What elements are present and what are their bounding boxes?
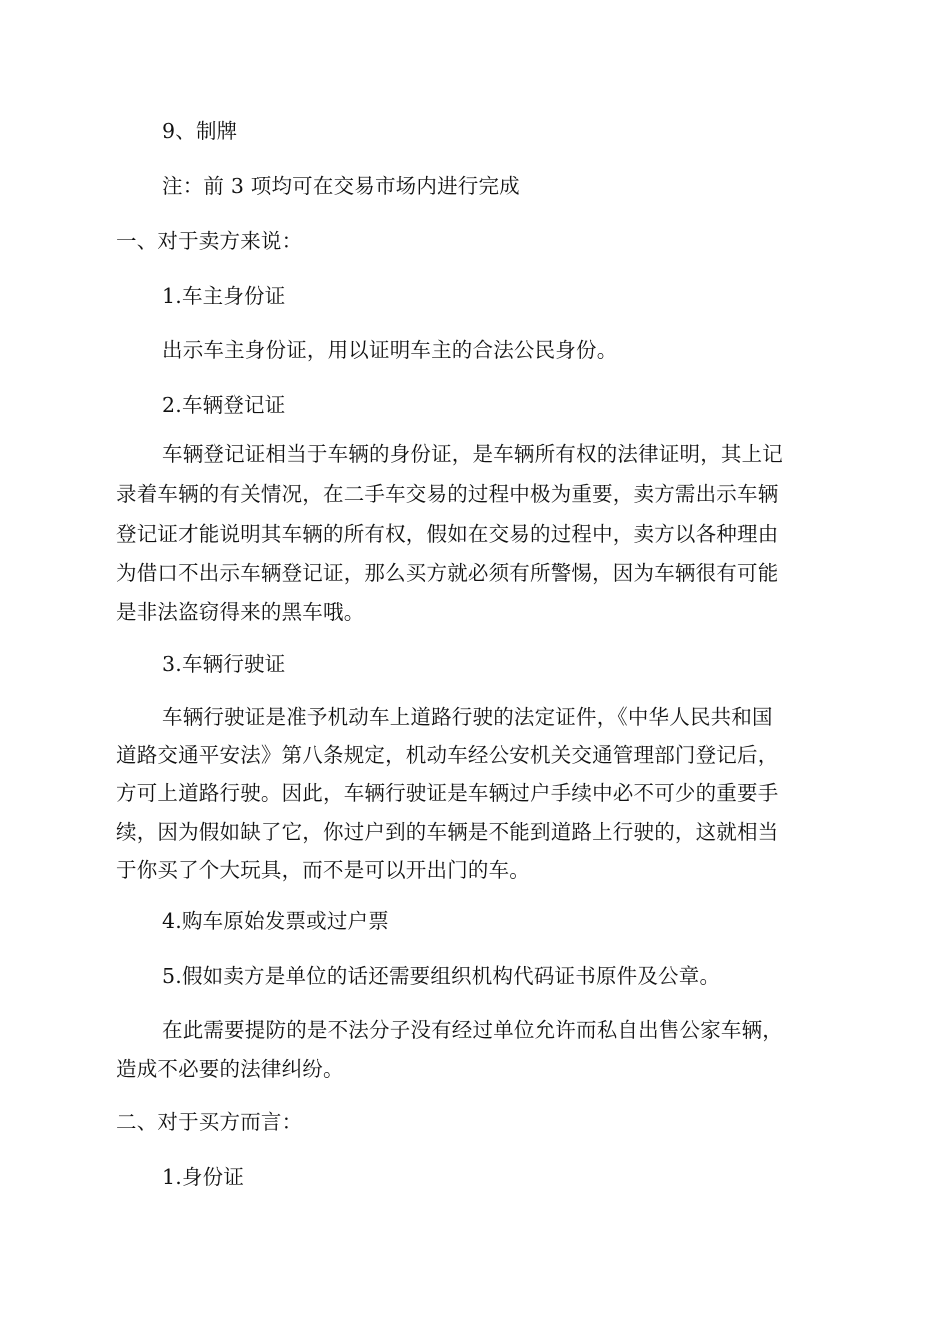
seller-item-4: 4.购车原始发票或过户票 bbox=[162, 909, 389, 933]
paragraph-line: 于你买了个大玩具，而不是可以开出门的车。 bbox=[116, 858, 530, 882]
paragraph-line: 道路交通平安法》第八条规定，机动车经公安机关交通管理部门登记后， bbox=[116, 743, 779, 767]
paragraph-line: 续，因为假如缺了它，你过户到的车辆是不能到道路上行驶的，这就相当 bbox=[116, 820, 779, 844]
list-item-9: 9、制牌 bbox=[162, 119, 238, 143]
paragraph-line: 在此需要提防的是不法分子没有经过单位允许而私自出售公家车辆， bbox=[162, 1018, 783, 1042]
section-heading-buyer: 二、对于买方而言： bbox=[116, 1110, 303, 1134]
section-heading-seller: 一、对于卖方来说： bbox=[116, 229, 303, 253]
seller-item-5: 5.假如卖方是单位的话还需要组织机构代码证书原件及公章。 bbox=[162, 964, 721, 988]
seller-item-1-text: 出示车主身份证，用以证明车主的合法公民身份。 bbox=[162, 338, 618, 362]
paragraph-line: 录着车辆的有关情况，在二手车交易的过程中极为重要，卖方需出示车辆 bbox=[116, 482, 779, 506]
paragraph-line: 登记证才能说明其车辆的所有权，假如在交易的过程中，卖方以各种理由 bbox=[116, 522, 779, 546]
paragraph-line: 方可上道路行驶。因此，车辆行驶证是车辆过户手续中必不可少的重要手 bbox=[116, 781, 779, 805]
seller-item-1-heading: 1.车主身份证 bbox=[162, 284, 286, 308]
paragraph-line: 车辆行驶证是准予机动车上道路行驶的法定证件，《中华人民共和国 bbox=[162, 705, 773, 729]
seller-item-2-heading: 2.车辆登记证 bbox=[162, 393, 286, 417]
paragraph-line: 为借口不出示车辆登记证，那么买方就必须有所警惕，因为车辆很有可能 bbox=[116, 561, 779, 585]
paragraph-line: 车辆登记证相当于车辆的身份证，是车辆所有权的法律证明，其上记 bbox=[162, 442, 783, 466]
seller-item-3-heading: 3.车辆行驶证 bbox=[162, 652, 286, 676]
paragraph-line: 造成不必要的法律纠纷。 bbox=[116, 1057, 344, 1081]
note-line: 注：前 3 项均可在交易市场内进行完成 bbox=[162, 174, 520, 198]
buyer-item-1-heading: 1.身份证 bbox=[162, 1165, 245, 1189]
paragraph-line: 是非法盗窃得来的黑车哦。 bbox=[116, 600, 365, 624]
